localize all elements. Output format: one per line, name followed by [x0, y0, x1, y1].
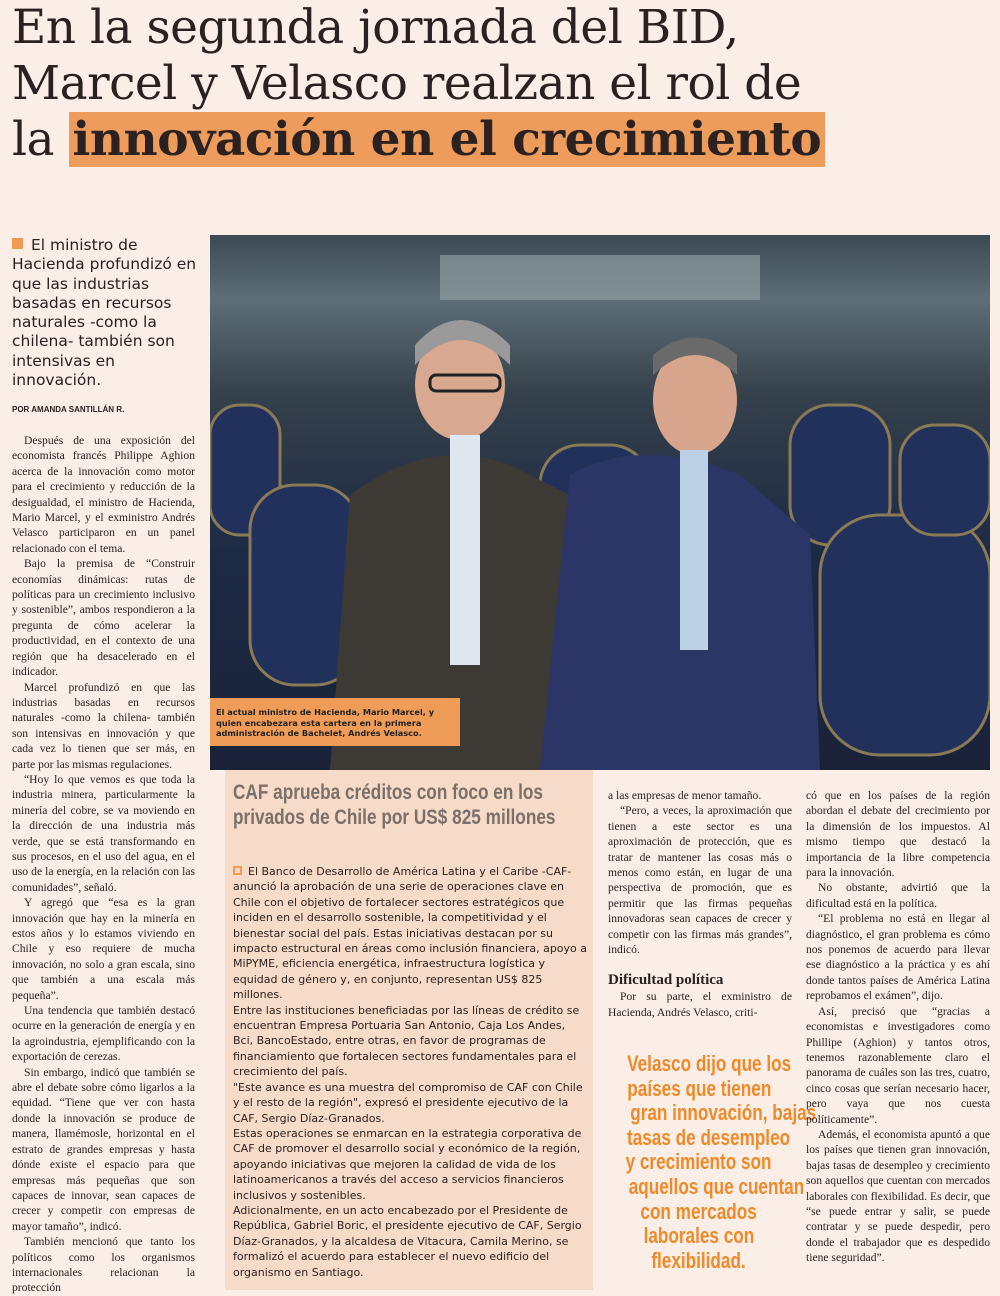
pull-quote — [604, 1051, 817, 1273]
pull-quote-line: aquellos que cuentan — [628, 1173, 805, 1199]
paragraph: “Hoy lo que vemos es que toda la industria minera, particularmente la minería del cobre, se va moviendo en la dirección de una industria más verde, que se está transformando en sus procesos, en el uso del agua, en el uso de la energía, en la relación con las comunidades”, señaló. — [12, 772, 195, 894]
paragraph-text: El Banco de Desarrollo de América Latina y el Caribe -CAF- anunció la aprobación de una serie de operaciones clave en Chile con el objetivo de fortalecer sectores estratégicos que inciden en el desarrollo sostenible, la competitividad y el bienestar social del país. Estas iniciativas destacan por su impacto estructural en áreas como inclusión financiera, apoyo a MiPYME, eficiencia energética, infraestructura logística y equidad de género y, en conjunto, representan US$ 825 millones. — [233, 865, 588, 1002]
paragraph: Entre las instituciones beneficiadas por las líneas de crédito se encuentran Empresa Portuaria San Antonio, Caja Los Andes, Bci, BancoEstado, entre otras, en favor de programas de financiamiento que fortalecen sectores fundamentales para el crecimiento del país. — [233, 1003, 580, 1079]
lead-text: El ministro de Hacienda profundizó en que las industrias basadas en recursos naturales -como la chilena- también son intensivas en innovación. — [12, 236, 197, 390]
paragraph: a las empresas de menor tamaño. — [608, 789, 762, 802]
caf-sidebar-box — [225, 770, 593, 1290]
paragraph: “Pero, a veces, la aproximación que tienen a este sector es una aproximación de protección, que es tratar de mantener las cosas más o menos como están, en lugar de una perspectiva de promoción, que es permitir que las firmas pequeñas innovadoras sean capaces de crecer y competir con las firmas más grandes”, indicó. — [608, 804, 792, 957]
article-column-4 — [806, 788, 990, 1266]
paragraph: Estas operaciones se enmarcan en la estrategia corporativa de CAF de promover el desarrollo social y económico de la región, apoyando iniciativas que mejoren la calidad de vida de los latinoamericanos a través del acceso a servicios financieros inclusivos y sostenibles. — [233, 1126, 582, 1202]
orange-square-icon — [12, 238, 23, 249]
photo-caption: El actual ministro de Hacienda, Mario Marcel, y quien encabezara esta cartera en la primera administración de Bachelet, Andrés Velasco. — [210, 698, 460, 746]
pull-quote-line: laborales con — [643, 1223, 755, 1249]
headline — [12, 0, 992, 168]
paragraph: "Este avance es una muestra del compromiso de CAF con Chile y el resto de la región", expresó el presidente ejecutivo de la CAF, Sergio Díaz-Granados. — [233, 1080, 583, 1125]
photo-illustration — [210, 235, 990, 770]
caf-body — [233, 864, 588, 1280]
paragraph: Marcel profundizó en que las industrias basadas en recursos naturales -como la chilena- también son intensivas en innovación y que cada vez lo tienen que ser más, en parte por las mismas regulaciones. — [12, 680, 195, 771]
paragraph: También mencionó que tanto los políticos como los organismos internacionales relacionan la protección — [12, 1235, 195, 1295]
paragraph — [233, 864, 588, 1003]
pull-quote-line: con mercados — [640, 1198, 758, 1224]
paragraph: Bajo la premisa de “Construir economías dinámicas: rutas de políticas para un crecimiento inclusivo y sostenible”, ambos respondieron a la pregunta de cómo acelerar la productividad, en el contexto de una región que ha desacelerado en el indicador. — [12, 557, 195, 679]
headline-line: Marcel y Velasco realzan el rol de — [12, 56, 802, 111]
caf-title: CAF aprueba créditos con foco en los privados de Chile por US$ 825 millones — [233, 781, 556, 829]
paragraph: Adicionalmente, en un acto encabezado por el Presidente de República, Gabriel Boric, el presidente ejecutivo de CAF, Sergio Díaz-Granados, y la alcaldesa de Vitacura, Camila Merino, se formalizó el acuerdo para establecer el nuevo edificio del organismo en Santiago. — [233, 1203, 582, 1279]
paragraph: No obstante, advirtió que la dificultad está en la política. — [806, 881, 990, 910]
pull-quote-line: gran innovación, bajas — [630, 1100, 817, 1126]
article-column-3 — [608, 788, 792, 1020]
lead-summary — [12, 236, 197, 390]
pull-quote-line: tasas de desempleo — [627, 1124, 791, 1150]
paragraph: Y agregó que “esa es la gran innovación que hay en la minería en estos años y lo estamos viviendo en Chile y eso requiere de mucha innovación, no solo a gran escala, sino que también a una escala más pequeña”. — [12, 896, 195, 1002]
article-photo — [210, 235, 990, 770]
orange-square-icon — [233, 866, 242, 875]
paragraph: Una tendencia que también destacó ocurre en la generación de energía y en la agroindustria, ejemplificando con la exportación de cerezas. — [12, 1004, 195, 1064]
headline-plain: la — [12, 112, 55, 167]
paragraph: có que en los países de la región abordan el debate del crecimiento por la dimensión de los impuestos. Al mismo tiempo que destacó la importancia de la libre competencia para la innovación. — [806, 789, 990, 880]
headline-line: En la segunda jornada del BID, — [12, 0, 739, 55]
paragraph: Después de una exposición del economista francés Philippe Aghion acerca de la innovación como motor para el crecimiento y reducción de la desigualdad, el ministro de Hacienda, Mario Marcel, y el exministro Andrés Velasco participaron en un panel relacionado con el tema. — [12, 434, 195, 555]
paragraph: Además, el economista apuntó a que los países que tienen gran innovación, bajas tasas de desempleo y crecimiento son aquellos que cuentan con mercados laborales con flexibilidad. Es decir, que “se puede entrar y salir, se puede contratar y se puede despedir, pero donde el trabajador que es despedido tiene seguridad”. — [806, 1127, 990, 1265]
headline-highlight: innovación en el crecimiento — [69, 112, 826, 167]
paragraph: Así, precisó que “gracias a economistas e investigadores como Phillipe (Aghion) y tantos otros, tenemos razonablemente claro el panorama de cuáles son las tres, cuatro, cinco cosas que serían necesario hacer, pero vaya que nos cuesta políticamente”. — [806, 1004, 990, 1126]
pull-quote-line: países que tienen — [626, 1075, 772, 1101]
pull-quote-line: Velasco dijo que los — [627, 1051, 792, 1076]
headline-line — [12, 112, 992, 168]
article-column-1 — [12, 433, 195, 1296]
pull-quote-line: flexibilidad. — [651, 1247, 747, 1273]
paragraph: Por su parte, el exministro de Hacienda, Andrés Velasco, criti- — [608, 990, 792, 1019]
pull-quote-line: y crecimiento son — [626, 1149, 772, 1175]
subheading: Dificultad política — [608, 972, 724, 989]
paragraph: “El problema no está en llegar al diagnóstico, el gran problema es cómo nos ponemos de acuerdo para llevar ese diagnóstico a la práctica y es ahí donde tantos países de América Latina reprobamos el exámen”, dijo. — [806, 912, 990, 1003]
paragraph: Sin embargo, indicó que también se abre el debate sobre cómo ligarlos a la equidad. “Tiene que ver con hasta donde la innovación se produce de manera, llamémosle, horizontal en el estrato de grandes empresas y hasta dónde existe el espacio para que empresas más pequeñas que son capaces de innovar, sean capaces de crecer y competir con empresas de mayor tamaño”, indicó. — [12, 1065, 195, 1233]
byline: POR AMANDA SANTILLÁN R. — [12, 405, 125, 414]
